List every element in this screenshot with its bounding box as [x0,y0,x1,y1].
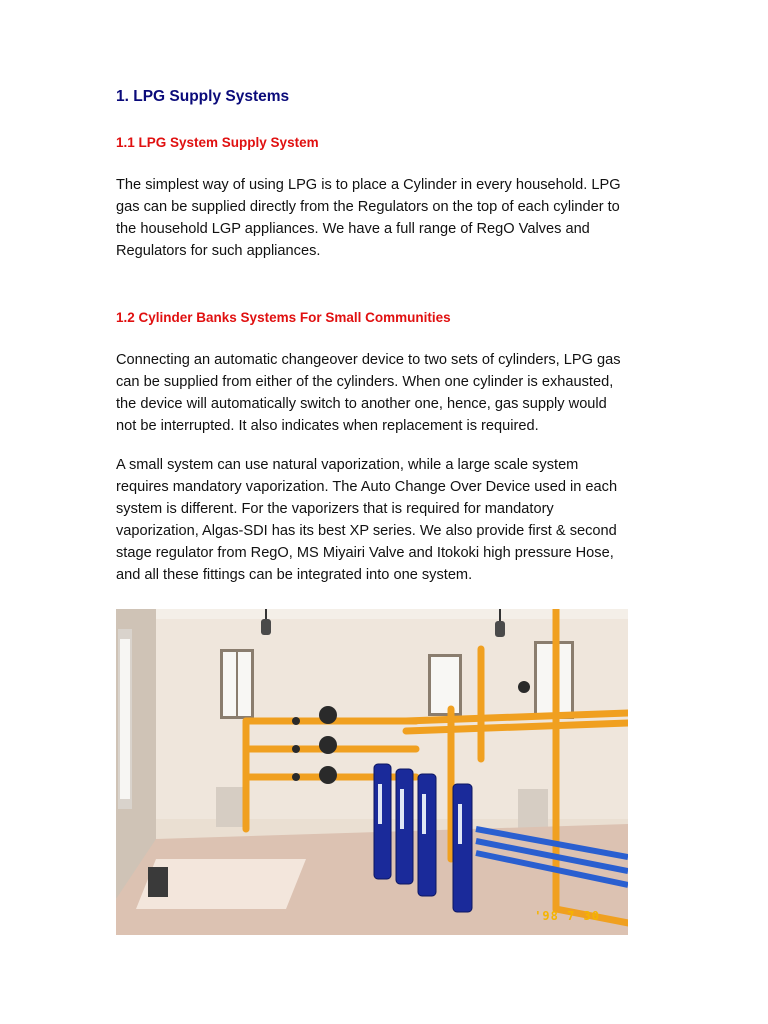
text-line: requires mandatory vaporization. The Auto Change Over Device used in each [116,479,618,495]
text-line: A small system can use natural vaporization, while a large scale system [116,457,579,473]
section-2-paragraph-2 [116,454,656,586]
photo-illustration [116,609,628,935]
text-line: Regulators for such appliances. [116,243,321,259]
text-line: and all these fittings can be integrated into one system. [116,567,473,583]
section-1-title: 1.1 LPG System Supply System [116,135,319,150]
text-line: vaporization, Algas-SDI has its best XP series. We also provide first & second [116,523,617,539]
section-2-title: 1.2 Cylinder Banks Systems For Small Communities [116,310,451,325]
text-line: can be supplied from either of the cylinders. When one cylinder is exhausted, [116,374,614,390]
lpg-installation-photo [116,609,628,935]
text-line: gas can be supplied directly from the Regulators on the top of each cylinder to [116,199,620,215]
photo-date-stamp: '98 7 30 [534,909,600,923]
page-title: 1. LPG Supply Systems [116,88,290,105]
text-line: Connecting an automatic changeover device to two sets of cylinders, LPG gas [116,352,621,368]
text-line: system is different. For the vaporizers that is required for mandatory [116,501,554,517]
section-2-paragraph-1 [116,349,656,437]
text-line: The simplest way of using LPG is to place a Cylinder in every household. LPG [116,177,621,193]
text-line: stage regulator from RegO, MS Miyairi Valve and Itokoki high pressure Hose, [116,545,614,561]
text-line: the device will automatically switch to another one, hence, gas supply would [116,396,607,412]
text-line: the household LGP appliances. We have a full range of RegO Valves and [116,221,590,237]
text-line: not be interrupted. It also indicates when replacement is required. [116,418,539,434]
section-1-paragraph [116,174,656,262]
